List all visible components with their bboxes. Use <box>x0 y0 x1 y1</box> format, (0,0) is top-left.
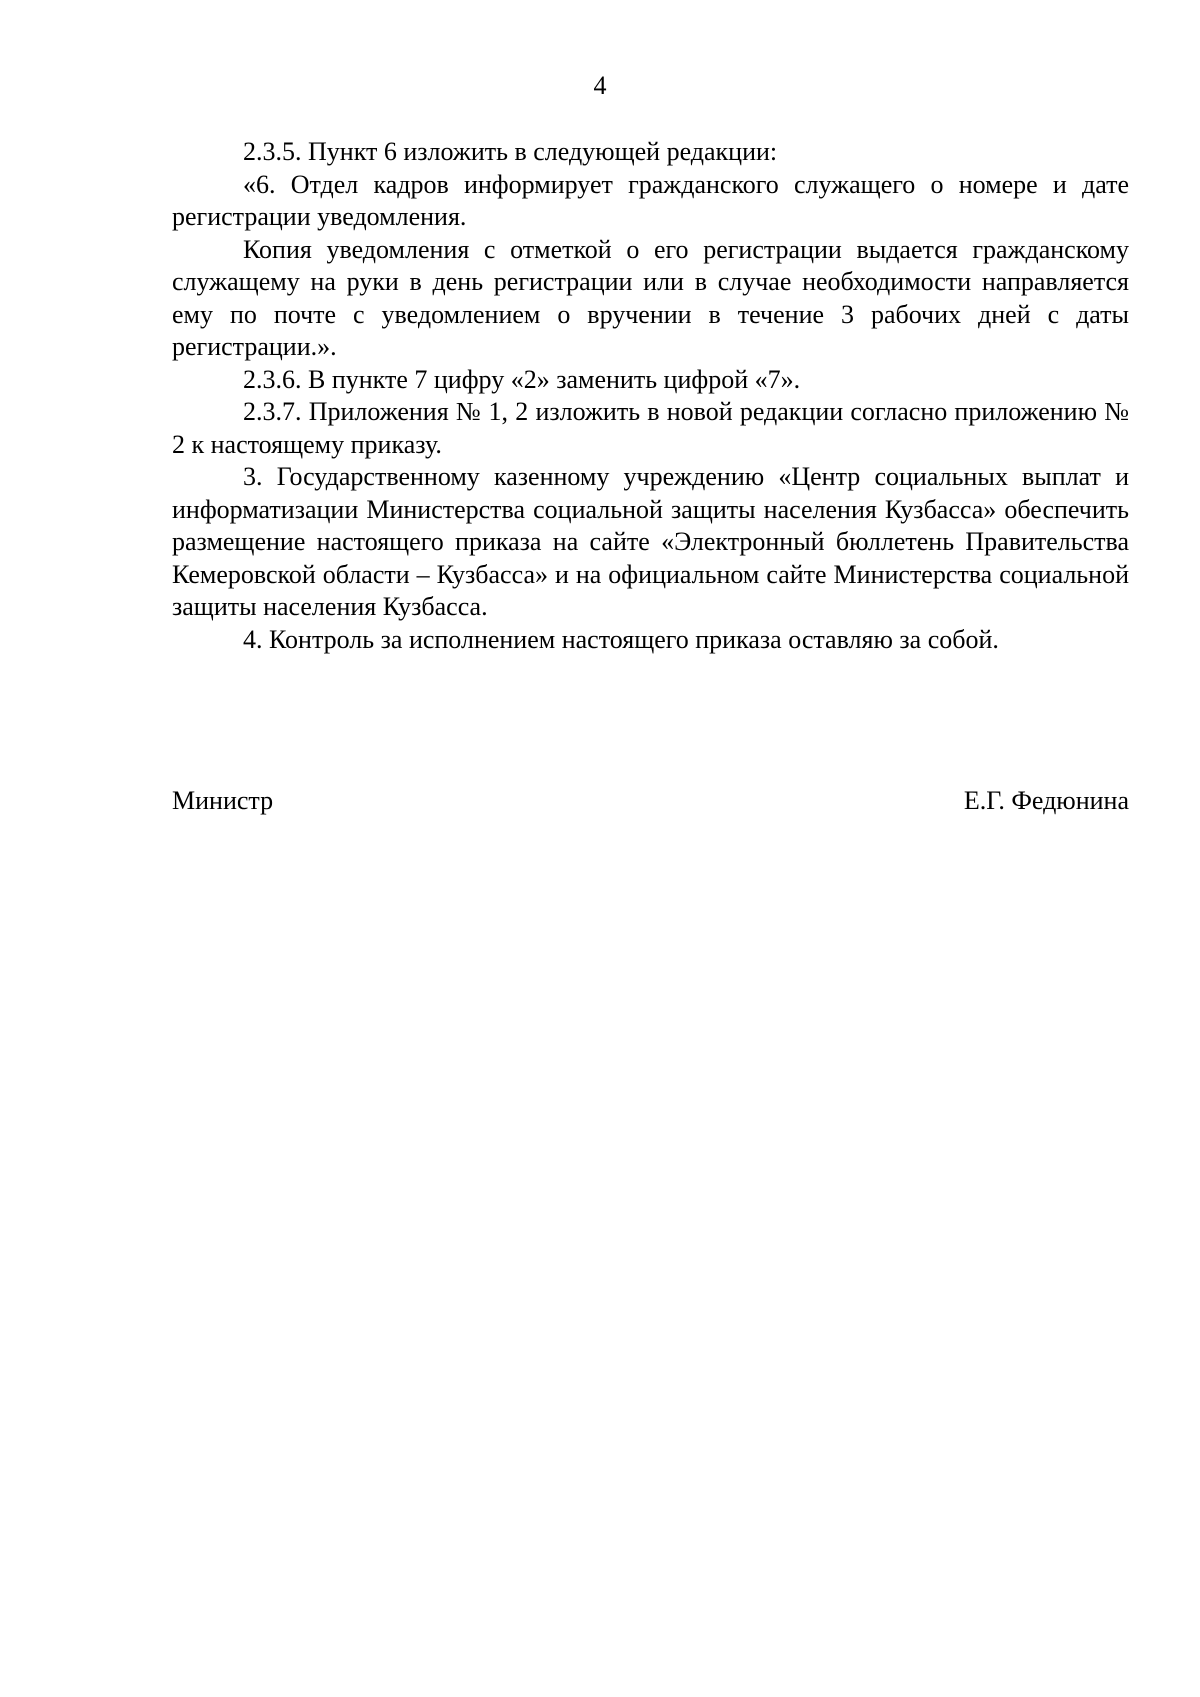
signatory-position: Министр <box>172 786 274 815</box>
paragraph-3: 3. Государственному казенному учреждению «Центр социальных выплат и информатизации Министерства социальной защиты населения Кузбасса» обеспечить размещение настоящего приказа на сайте «Электронный бюллетень Правительства Кемеровской области – Кузбасса» и на официальном сайте Министерства социальной защиты населения Кузбасса. <box>172 462 1129 621</box>
paragraph-2-3-6: 2.3.6. В пункте 7 цифру «2» заменить цифрой «7». <box>243 364 801 394</box>
page-number: 4 <box>593 71 607 100</box>
paragraph-2-3-7: 2.3.7. Приложения № 1, 2 изложить в новой редакции согласно приложению № 2 к настоящему приказу. <box>172 397 1129 459</box>
signatory-name: Е.Г. Федюнина <box>963 786 1129 815</box>
document-body <box>172 136 1129 656</box>
paragraph-2-3-5: 2.3.5. Пункт 6 изложить в следующей редакции: <box>243 137 778 166</box>
paragraph-copy-notice: Копия уведомления с отметкой о его регистрации выдается гражданскому служащему на руки в день регистрации или в случае необходимости направляется ему по почте с уведомлением о вручении в течение 3 рабочих дней с даты регистрации.». <box>172 234 1129 361</box>
paragraph-item-6: «6. Отдел кадров информирует гражданского служащего о номере и дате регистрации уведомления. <box>172 169 1129 231</box>
paragraph-4: 4. Контроль за исполнением настоящего приказа оставляю за собой. <box>243 624 999 654</box>
